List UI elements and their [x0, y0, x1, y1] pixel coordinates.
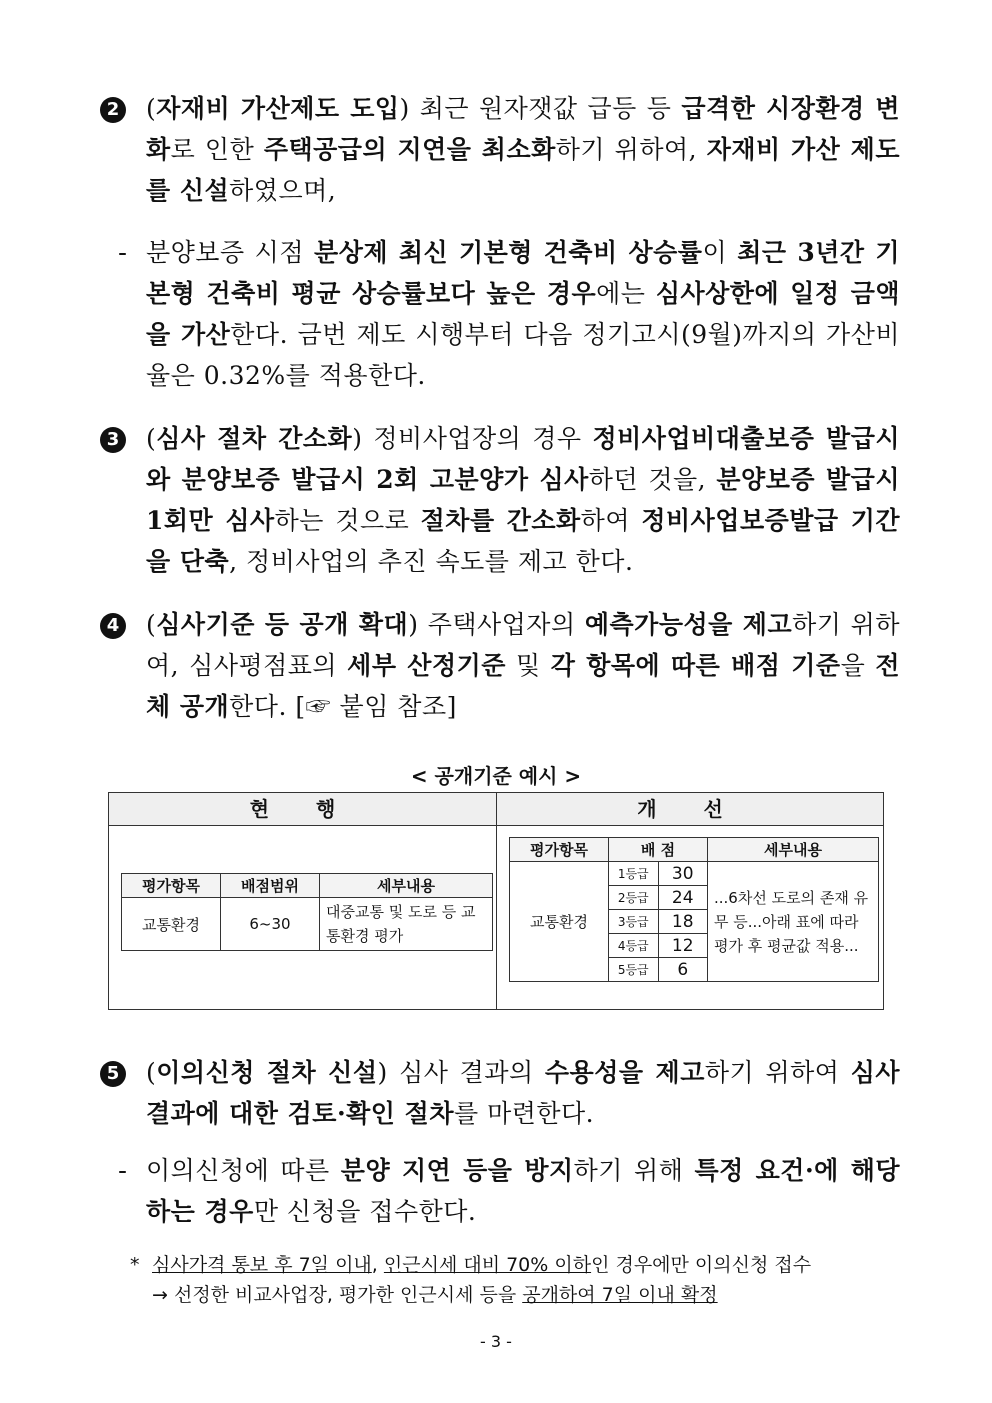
item-5-sub-text: 이의신청에 따른 분양 지연 등을 방지하기 위해 특정 요건·에 해당하는 경우만 신청을 접수한다. — [146, 1156, 900, 1226]
grade-points: 24 — [658, 886, 708, 910]
column-divider — [496, 793, 497, 1009]
current-table-header: 평가항목 — [122, 874, 221, 898]
item-2-text: (자재비 가산제도 도입) 최근 원자잿값 급등 등 급격한 시장환경 변화로 인한 주택공급의 지연을 최소화하기 위하여, 자재비 가산 제도를 신설하였으며, — [146, 94, 901, 205]
grade-label: 5등급 — [609, 958, 659, 982]
improved-table-header: 세부내용 — [708, 838, 879, 862]
item-2 — [100, 88, 900, 211]
current-header: 현 행 — [109, 793, 496, 826]
item-5-text: (이의신청 절차 신설) 심사 결과의 수용성을 제고하기 위하여 심사 결과에 대한 검토·확인 절차를 마련한다. — [146, 1058, 900, 1128]
footnote-marker: * — [130, 1254, 140, 1276]
item-4-marker: 4 — [100, 604, 140, 645]
item-4-text: (심사기준 등 공개 확대) 주택사업자의 예측가능성을 제고하기 위하여, 심사평점표의 세부 산정기준 및 각 항목에 따른 배점 기준을 전체 공개한다. [☞ 붙임 참조] — [146, 610, 900, 721]
current-table-header: 세부내용 — [320, 874, 493, 898]
improved-table-header: 평가항목 — [510, 838, 609, 862]
current-range: 6~30 — [221, 898, 320, 951]
comparison-box — [108, 792, 884, 1010]
grade-label: 3등급 — [609, 910, 659, 934]
improved-table — [509, 837, 879, 982]
improved-detail: ...6차선 도로의 존재 유무 등...아래 표에 따라 평가 후 평균값 적용... — [708, 862, 879, 982]
item-2-sub — [100, 232, 900, 396]
footnote-line-1: 심사가격 통보 후 7일 이내, 인근시세 대비 70% 이하인 경우에만 이의신청 접수 — [152, 1254, 812, 1276]
current-table-header: 배점범위 — [221, 874, 320, 898]
improved-table-header: 배 점 — [609, 838, 708, 862]
footnote — [130, 1250, 910, 1310]
grade-points: 6 — [658, 958, 708, 982]
item-4 — [100, 604, 900, 727]
grade-label: 4등급 — [609, 934, 659, 958]
item-3-text: (심사 절차 간소화) 정비사업장의 경우 정비사업비대출보증 발급시와 분양보증 발급시 2회 고분양가 심사하던 것을, 분양보증 발급시 1회만 심사하는 것으로 절차를 간소화하여 정비사업보증발급 기간을 단축, 정비사업의 추진 속도를 제고 한다. — [146, 424, 900, 576]
footnote-line-2: → 선정한 비교사업장, 평가한 인근시세 등을 공개하여 7일 이내 확정 — [152, 1284, 718, 1306]
improved-header: 개 선 — [497, 793, 883, 826]
item-2-marker: 2 — [100, 88, 140, 129]
current-item: 교통환경 — [122, 898, 221, 951]
current-table — [121, 873, 493, 951]
item-5-marker: 5 — [100, 1052, 140, 1093]
grade-points: 12 — [658, 934, 708, 958]
item-2-sub-dash: - — [118, 238, 128, 267]
item-2-sub-text: 분양보증 시점 분상제 최신 기본형 건축비 상승률이 최근 3년간 기본형 건축비 평균 상승률보다 높은 경우에는 심사상한에 일정 금액을 가산한다. 금번 제도 시행부터 다음 정기고시(9월)까지의 가산비율은 0.32%를 적용한다. — [146, 238, 901, 390]
current-detail: 대중교통 및 도로 등 교통환경 평가 — [320, 898, 493, 951]
grade-label: 2등급 — [609, 886, 659, 910]
page-number: - 3 - — [480, 1332, 512, 1351]
improved-item: 교통환경 — [510, 862, 609, 982]
item-3 — [100, 418, 900, 582]
grade-points: 30 — [658, 862, 708, 886]
item-5-sub — [100, 1150, 900, 1232]
item-5 — [100, 1052, 900, 1134]
table-caption: < 공개기준 예시 > — [410, 764, 582, 788]
grade-label: 1등급 — [609, 862, 659, 886]
item-3-marker: 3 — [100, 418, 140, 459]
grade-points: 18 — [658, 910, 708, 934]
item-5-sub-dash: - — [118, 1156, 128, 1185]
